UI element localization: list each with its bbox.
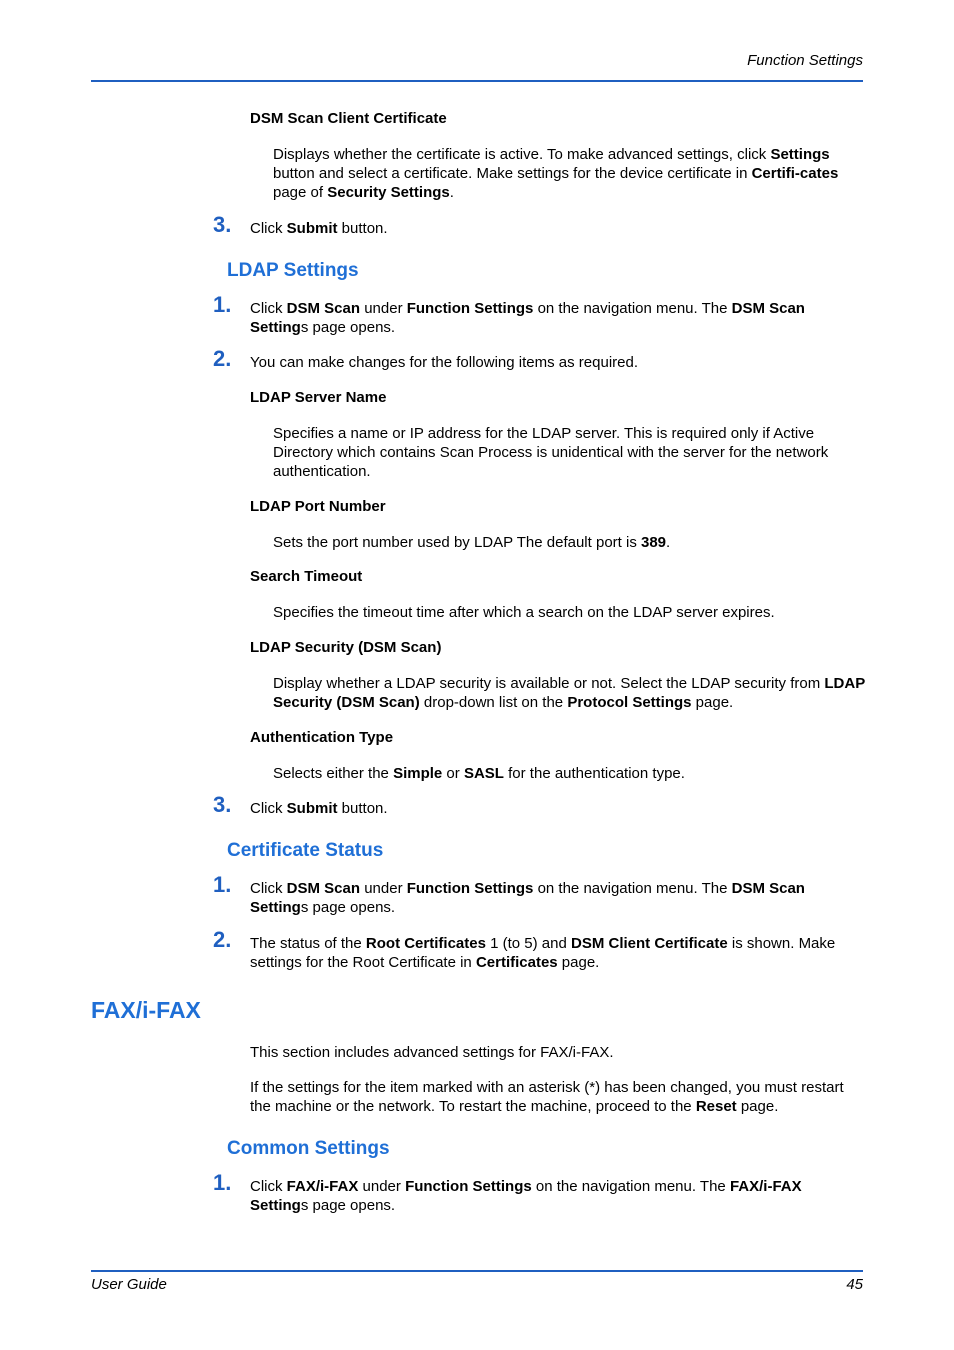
text-run: on the navigation menu. The bbox=[531, 1178, 730, 1195]
bold-term: Simple bbox=[393, 765, 443, 782]
step-number: 1. bbox=[213, 292, 232, 317]
text-run: s page opens. bbox=[300, 1197, 396, 1214]
item-heading: LDAP Port Number bbox=[250, 498, 386, 515]
text-run: This section includes advanced settings for FAX/i-FAX. bbox=[250, 1044, 614, 1061]
item-heading: Search Timeout bbox=[250, 568, 363, 585]
item-description bbox=[273, 674, 865, 712]
running-header: Function Settings bbox=[747, 52, 863, 69]
bold-term: Submit bbox=[286, 800, 338, 817]
footer-rule bbox=[91, 1270, 863, 1272]
bold-term: DSM Scan Setting bbox=[250, 300, 805, 336]
bold-term: FAX/i-FAX Setting bbox=[250, 1178, 802, 1214]
item-heading: LDAP Security (DSM Scan) bbox=[250, 639, 442, 656]
note-paragraph bbox=[250, 1078, 866, 1116]
item-description bbox=[273, 764, 865, 783]
item-description bbox=[273, 145, 865, 202]
bold-term: Settings bbox=[770, 146, 830, 163]
bold-term: Protocol Settings bbox=[567, 694, 692, 711]
text-run: Click bbox=[250, 220, 287, 237]
text-run: Click bbox=[250, 300, 287, 317]
text-run: 1 (to 5) and bbox=[485, 935, 571, 952]
bold-term: FAX/i-FAX bbox=[286, 1178, 359, 1195]
text-run: drop-down list on the bbox=[419, 694, 568, 711]
bold-term: Reset bbox=[695, 1098, 737, 1115]
chapter-title-fax: FAX/i-FAX bbox=[91, 997, 201, 1023]
text-run: Specifies a name or IP address for the LDAP server. This is required only if Active Directory which contains Scan Process is unidentical with the server for the network authentication. bbox=[273, 425, 829, 480]
bold-term: Function Settings bbox=[406, 300, 534, 317]
text-run: under bbox=[360, 300, 407, 317]
text-run: Specifies the timeout time after which a search on the LDAP server expires. bbox=[273, 604, 775, 621]
text-run: button. bbox=[337, 220, 388, 237]
step-text bbox=[250, 219, 864, 238]
text-run: page. bbox=[691, 694, 734, 711]
item-description bbox=[273, 603, 865, 622]
text-run: for the authentication type. bbox=[503, 765, 685, 782]
section-title-common-settings: Common Settings bbox=[227, 1138, 390, 1159]
bold-term: Security Settings bbox=[327, 184, 450, 201]
section-title-certificate-status: Certificate Status bbox=[227, 840, 384, 861]
header-rule bbox=[91, 80, 863, 82]
bold-term: 389 bbox=[641, 534, 667, 551]
bold-term: Root Certificates bbox=[365, 935, 486, 952]
bold-term: Function Settings bbox=[405, 1178, 532, 1195]
text-run: button and select a certificate. Make settings for the device certificate in bbox=[273, 165, 752, 182]
text-run: button. bbox=[337, 800, 388, 817]
text-run: page. bbox=[736, 1098, 779, 1115]
text-run: Click bbox=[250, 880, 287, 897]
text-run: Click bbox=[250, 1178, 287, 1195]
bold-term: DSM Client Certificate bbox=[571, 935, 728, 952]
text-run: Selects either the bbox=[273, 765, 394, 782]
bold-term: DSM Scan Setting bbox=[250, 880, 805, 916]
bold-term: Certificates bbox=[475, 954, 558, 971]
footer-doc-title: User Guide bbox=[91, 1276, 167, 1293]
text-run: . bbox=[449, 184, 454, 201]
text-run: page. bbox=[557, 954, 600, 971]
step-number: 3. bbox=[213, 212, 232, 237]
bold-term: Certifi-cates bbox=[751, 165, 839, 182]
text-run: or bbox=[442, 765, 464, 782]
step-text bbox=[250, 934, 864, 972]
text-run: Display whether a LDAP security is available or not. Select the LDAP security from bbox=[273, 675, 825, 692]
text-run: is shown. Make settings for the Root Certificate in bbox=[250, 935, 836, 971]
text-run: You can make changes for the following items as required. bbox=[250, 354, 639, 371]
text-run: under bbox=[360, 880, 407, 897]
item-heading: LDAP Server Name bbox=[250, 389, 387, 406]
bold-term: LDAP Security (DSM Scan) bbox=[273, 675, 865, 711]
text-run: s page opens. bbox=[300, 899, 396, 916]
step-text bbox=[250, 353, 864, 372]
item-description bbox=[273, 533, 865, 552]
text-run: on the navigation menu. The bbox=[533, 300, 732, 317]
text-run: page of bbox=[273, 184, 328, 201]
step-text bbox=[250, 799, 864, 818]
bold-term: DSM Scan bbox=[286, 300, 361, 317]
section-title-ldap: LDAP Settings bbox=[227, 260, 359, 281]
step-text bbox=[250, 879, 864, 917]
item-heading: Authentication Type bbox=[250, 729, 394, 746]
text-run: If the settings for the item marked with an asterisk (*) has been changed, you must restart the machine or the network. To restart the machine, proceed to the bbox=[250, 1079, 844, 1115]
step-number: 2. bbox=[213, 346, 232, 371]
text-run: under bbox=[358, 1178, 406, 1195]
text-run: s page opens. bbox=[300, 319, 396, 336]
item-description bbox=[273, 424, 865, 481]
bold-term: DSM Scan bbox=[286, 880, 361, 897]
step-text bbox=[250, 299, 864, 337]
text-run: Sets the port number used by LDAP The default port is bbox=[273, 534, 641, 551]
bold-term: Submit bbox=[286, 220, 338, 237]
text-run: The status of the bbox=[250, 935, 366, 952]
step-number: 3. bbox=[213, 792, 232, 817]
bold-term: Function Settings bbox=[406, 880, 534, 897]
item-heading: DSM Scan Client Certificate bbox=[250, 110, 447, 127]
text-run: . bbox=[666, 534, 671, 551]
bold-term: SASL bbox=[463, 765, 504, 782]
text-run: Displays whether the certificate is active. To make advanced settings, click bbox=[273, 146, 771, 163]
text-run: on the navigation menu. The bbox=[533, 880, 732, 897]
page-number: 45 bbox=[846, 1276, 863, 1293]
text-run: Click bbox=[250, 800, 287, 817]
step-number: 2. bbox=[213, 927, 232, 952]
step-text bbox=[250, 1177, 864, 1215]
step-number: 1. bbox=[213, 1170, 232, 1195]
step-number: 1. bbox=[213, 872, 232, 897]
intro-paragraph bbox=[250, 1043, 866, 1062]
